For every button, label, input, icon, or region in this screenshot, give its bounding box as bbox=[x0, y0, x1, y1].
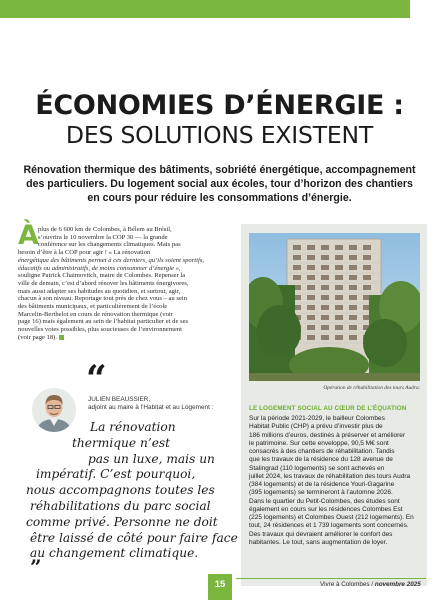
article-line: conférence sur les changements climatiques. Mais pas bbox=[38, 241, 181, 249]
article-last-line: (voir page 18). bbox=[18, 333, 57, 341]
sidebar-line: (225 logements) et Colombes Ouest (212 logements). En bbox=[249, 514, 414, 521]
sidebar-line: Stalingrad (110 logements) se sont achevés en bbox=[249, 464, 385, 472]
article-line: éducatifs ou administratifs, de moins consommer d’énergie », bbox=[18, 264, 181, 272]
article-line: des bâtiments municipaux, et particulièrement de l’école bbox=[18, 303, 168, 311]
sidebar-line: habitantes. Le tout, sans augmentation de loyer. bbox=[249, 538, 388, 546]
end-mark-icon bbox=[59, 335, 64, 340]
article-line: plus de 6 600 km de Colombes, à Bélem au Brésil, bbox=[38, 226, 172, 233]
sidebar-line: juillet 2024, les travaux de réhabilitation des tours Audra bbox=[249, 472, 411, 480]
quote-line: nous accompagnons toutes les bbox=[26, 483, 215, 498]
sidebar-line: (384 logements) et de la résidence Youri-Gagarine bbox=[249, 481, 395, 488]
quote-line: impératif. C’est pourquoi, bbox=[36, 467, 196, 482]
sidebar-line: Habitat Public (CHP) a prévu d’investir plus de bbox=[249, 423, 383, 431]
speaker-role: adjoint au maire à l’Habitat et au Logement : bbox=[88, 404, 214, 411]
quote-close-icon: ” bbox=[30, 555, 42, 580]
sidebar-body bbox=[249, 415, 421, 547]
article-line: page 16) mais également au sein de l’habitat particulier et de ses bbox=[18, 318, 189, 326]
quote-line: thermique n’est bbox=[72, 435, 171, 450]
photo-caption: Opération de réhabilitation des tours Audra. bbox=[323, 385, 420, 391]
article-line: énergétique des bâtiments permet à ces derniers, qu’ils soient sportifs, bbox=[18, 256, 205, 264]
quote-last-line: au changement climatique. bbox=[30, 546, 199, 561]
article-line: souligne Patrick Chaimovitch, maire de Colombes. Repenser la bbox=[18, 272, 186, 280]
article-line: s’ouvrira le 10 novembre la COP 30 — la grande bbox=[38, 233, 168, 241]
article-line: mais aussi adapter ses habitudes au quotidien, et surtout, agir, bbox=[18, 287, 181, 295]
sidebar-line: Sur la période 2021-2029, le bailleur Colombes bbox=[249, 415, 385, 422]
quote-line: La rénovation bbox=[90, 420, 176, 434]
page-title-line-1: ÉCONOMIES D’ÉNERGIE : bbox=[35, 90, 404, 121]
top-accent-green bbox=[0, 0, 410, 18]
sidebar-line: tout, 24 résidences et 1 739 logements sont concernés. bbox=[249, 522, 409, 530]
quote-line: être laissé de côté pour faire face bbox=[30, 530, 238, 545]
article-line: nouvelles voies possibles, plus soucieuses de l’environnement bbox=[18, 326, 182, 334]
sidebar-line: 186 millions d’euros, destinés à préserver et améliorer bbox=[249, 431, 406, 439]
sidebar-line: également en cours sur les résidences Colombes Est bbox=[249, 505, 403, 513]
footer-magazine bbox=[320, 581, 421, 588]
lead-line: des particuliers. Du logement social aux écoles, tour d’horizon des chantiers bbox=[26, 178, 413, 190]
drop-cap: À bbox=[18, 220, 39, 251]
speaker-name: JULIEN BEAUSSIER, bbox=[88, 396, 151, 403]
article-line: chacun à son niveau. Reportage tout près de chez vous – au sein bbox=[18, 295, 188, 303]
footer-magazine-name: Vivre à Colombes / bbox=[320, 581, 375, 588]
lead-line: en cours pour réduire les consommations d’énergie. bbox=[87, 192, 352, 204]
lead-line: Rénovation thermique des bâtiments, sobriété énergétique, accompagnement bbox=[23, 164, 416, 176]
quote-open-icon: “ bbox=[86, 358, 107, 400]
sidebar-line: Dans le quartier du Petit-Colombes, des études sont bbox=[249, 497, 400, 505]
quote-line: réhabilitations du parc social bbox=[30, 498, 211, 513]
article-line: besoin d’être à la COP pour agir ! « La rénovation bbox=[18, 249, 151, 257]
quote-line bbox=[26, 546, 236, 580]
sidebar-line: que les travaux de la résidence du 128 avenue de bbox=[249, 456, 393, 464]
quote-line: comme privé. Personne ne doit bbox=[26, 514, 218, 529]
article-line: Marcelin-Berthelot en cours de rénovation thermique (voir bbox=[18, 310, 173, 318]
footer-issue: novembre 2025 bbox=[374, 581, 421, 588]
article-body bbox=[18, 226, 230, 342]
sidebar-line: (395 logements) se termineront à l’automne 2026. bbox=[249, 489, 393, 497]
top-accent-bar bbox=[0, 0, 439, 18]
sidebar-line: le patrimoine. Sur cette enveloppe, 90,5 M€ sont bbox=[249, 439, 389, 447]
quote-line: pas un luxe, mais un bbox=[88, 451, 215, 466]
sidebar-line: Des travaux qui devraient améliorer le confort des bbox=[249, 530, 393, 538]
pull-quote bbox=[26, 420, 238, 580]
footer-divider bbox=[236, 578, 426, 579]
top-accent-gap bbox=[410, 0, 439, 18]
building-photo bbox=[249, 233, 420, 381]
article-line: ville de demain, c’est d’abord rénover les bâtiments énergivores, bbox=[18, 279, 189, 287]
sidebar-title: LE LOGEMENT SOCIAL AU CŒUR DE L’ÉQUATION bbox=[249, 405, 407, 412]
page-number: 15 bbox=[208, 574, 232, 600]
article-line bbox=[18, 334, 230, 342]
lead-paragraph bbox=[18, 163, 421, 205]
sidebar-line: consacrés à des chantiers de réhabilitation. Tandis bbox=[249, 448, 395, 455]
page-title-line-2: DES SOLUTIONS EXISTENT bbox=[65, 121, 374, 149]
